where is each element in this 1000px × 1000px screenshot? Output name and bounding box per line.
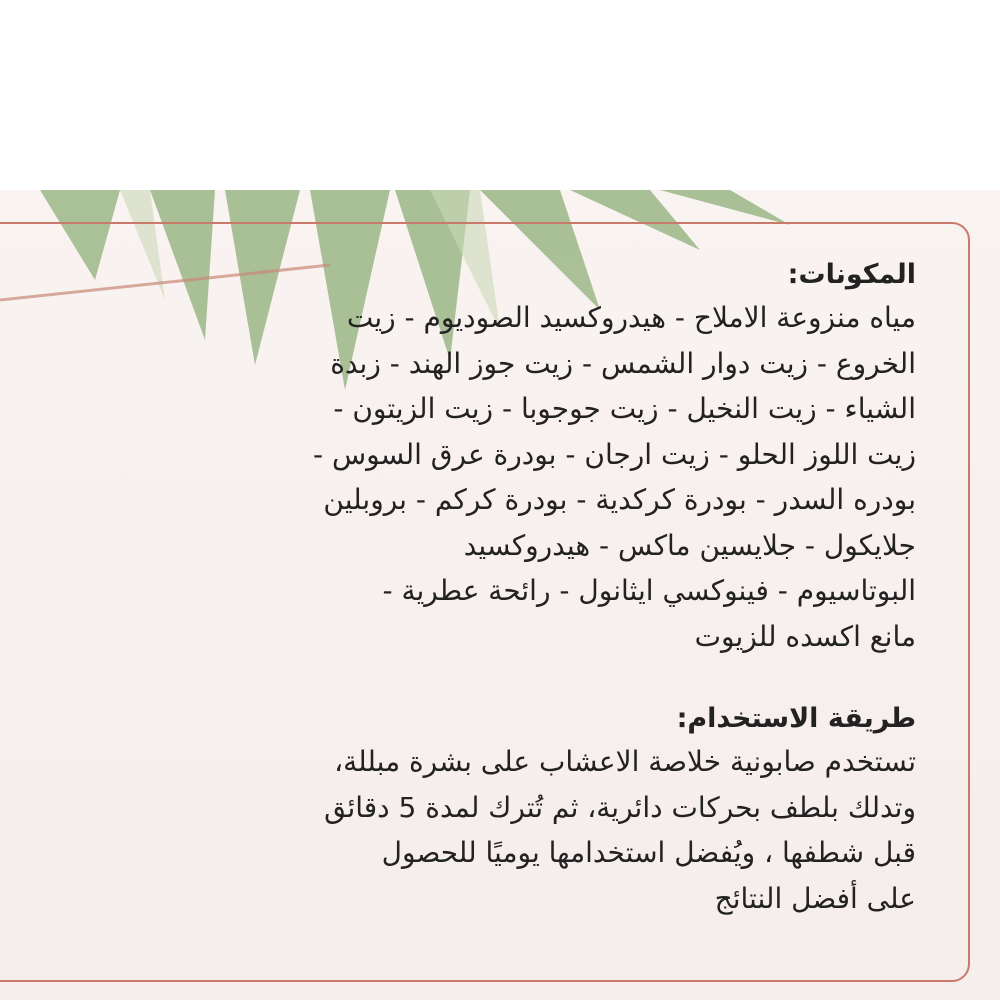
label-content (126, 255, 916, 921)
section-spacer (126, 659, 916, 699)
leaf-shape (660, 190, 790, 225)
usage-text: تستخدم صابونية خلاصة الاعشاب على بشرة مبللة، وتدلك بلطف بحركات دائرية، ثم تُترك لمدة 5 دقائق قبل شطفها ، ويُفضل استخدامها يوميًا للحصول على أفضل النتائج (324, 745, 916, 915)
ingredients-heading: المكونات: (787, 259, 916, 290)
usage-heading: طريقة الاستخدام: (676, 703, 916, 734)
ingredients-text: مياه منزوعة الاملاح - هيدروكسيد الصوديوم - زيت الخروع - زيت دوار الشمس - زيت جوز الهند - زبدة الشياء - زيت النخيل - زيت جوجوبا - زيت الزيتون - زيت اللوز الحلو - زيت ارجان - بودرة عرق السوس - بودره السدر - بودرة كركدية - بودرة كركم - بروبلين جلايكول - جلايسين ماكس - هيدروكسيد البوتاسيوم - فينوكسي ايثانول - رائحة عطرية - مانع اكسده للزيوت (312, 301, 916, 653)
